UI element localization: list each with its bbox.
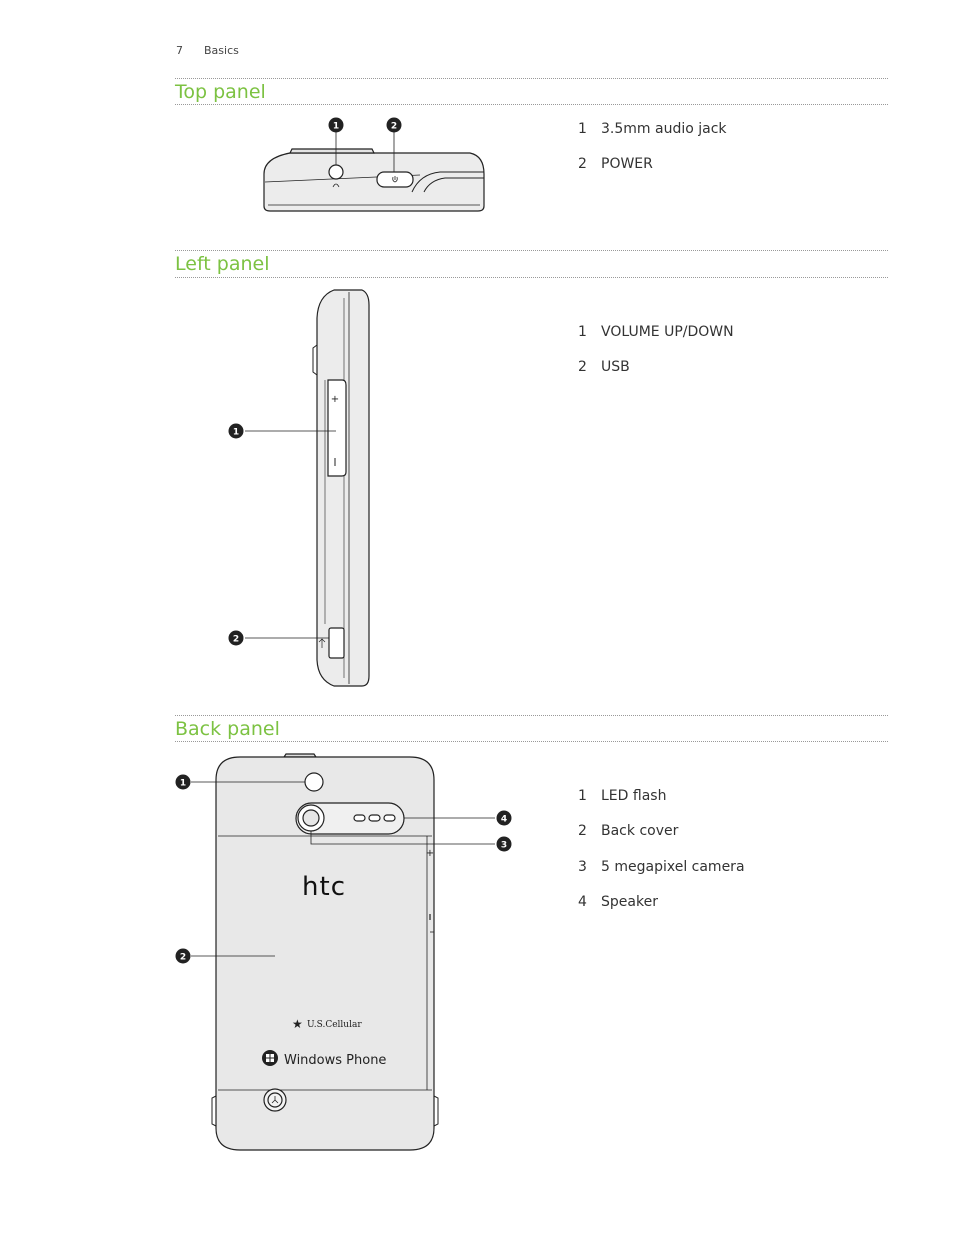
legend-item: 2 USB [578, 359, 630, 376]
section-title-top-panel: Top panel [175, 81, 266, 103]
svg-text:+: + [425, 848, 435, 859]
svg-text:+: + [330, 394, 340, 405]
callout-badge [176, 949, 191, 964]
svg-text:2: 2 [179, 952, 187, 963]
legend-item: 1 3.5mm audio jack [578, 121, 727, 137]
callout-badge [176, 775, 191, 790]
legend-item: 1 VOLUME UP/DOWN [578, 324, 734, 340]
htc-logo: htc [302, 872, 346, 902]
back-panel-illustration [191, 754, 495, 1150]
led-flash-icon [305, 773, 323, 791]
legend-item: 3 5 megapixel camera [578, 858, 745, 875]
section-title-back-panel: Back panel [175, 718, 280, 740]
svg-text:1: 1 [332, 121, 340, 132]
callout-badge [329, 118, 344, 133]
legend-item: 4 Speaker [578, 893, 658, 910]
legend-item: 2 POWER [578, 156, 653, 173]
svg-text:1: 1 [232, 427, 240, 438]
callout-badge [497, 837, 512, 852]
usb-port-icon [329, 628, 344, 658]
left-panel-illustration [245, 290, 369, 686]
svg-text:2: 2 [232, 634, 240, 645]
callout-badge [229, 424, 244, 439]
page-number: 7 [176, 44, 183, 57]
legend-item: 2 Back cover [578, 823, 679, 840]
svg-text:2: 2 [390, 121, 398, 132]
callout-badge [229, 631, 244, 646]
us-cellular-logo [292, 1017, 362, 1031]
speaker-icon [354, 815, 365, 821]
callout-badge [387, 118, 402, 133]
svg-text:3: 3 [500, 840, 508, 851]
callout-badge [497, 811, 512, 826]
chapter-name: Basics [204, 44, 239, 57]
svg-text:4: 4 [500, 814, 508, 825]
svg-text:★: ★ [292, 1017, 303, 1031]
svg-text:U.S.Cellular: U.S.Cellular [307, 1020, 362, 1030]
section-title-left-panel: Left panel [175, 253, 270, 275]
audio-jack-icon [329, 165, 343, 179]
svg-text:Windows Phone: Windows Phone [284, 1053, 387, 1068]
svg-text:1: 1 [179, 778, 187, 789]
top-panel-illustration [264, 132, 484, 211]
legend-item: 1 LED flash [578, 788, 667, 804]
